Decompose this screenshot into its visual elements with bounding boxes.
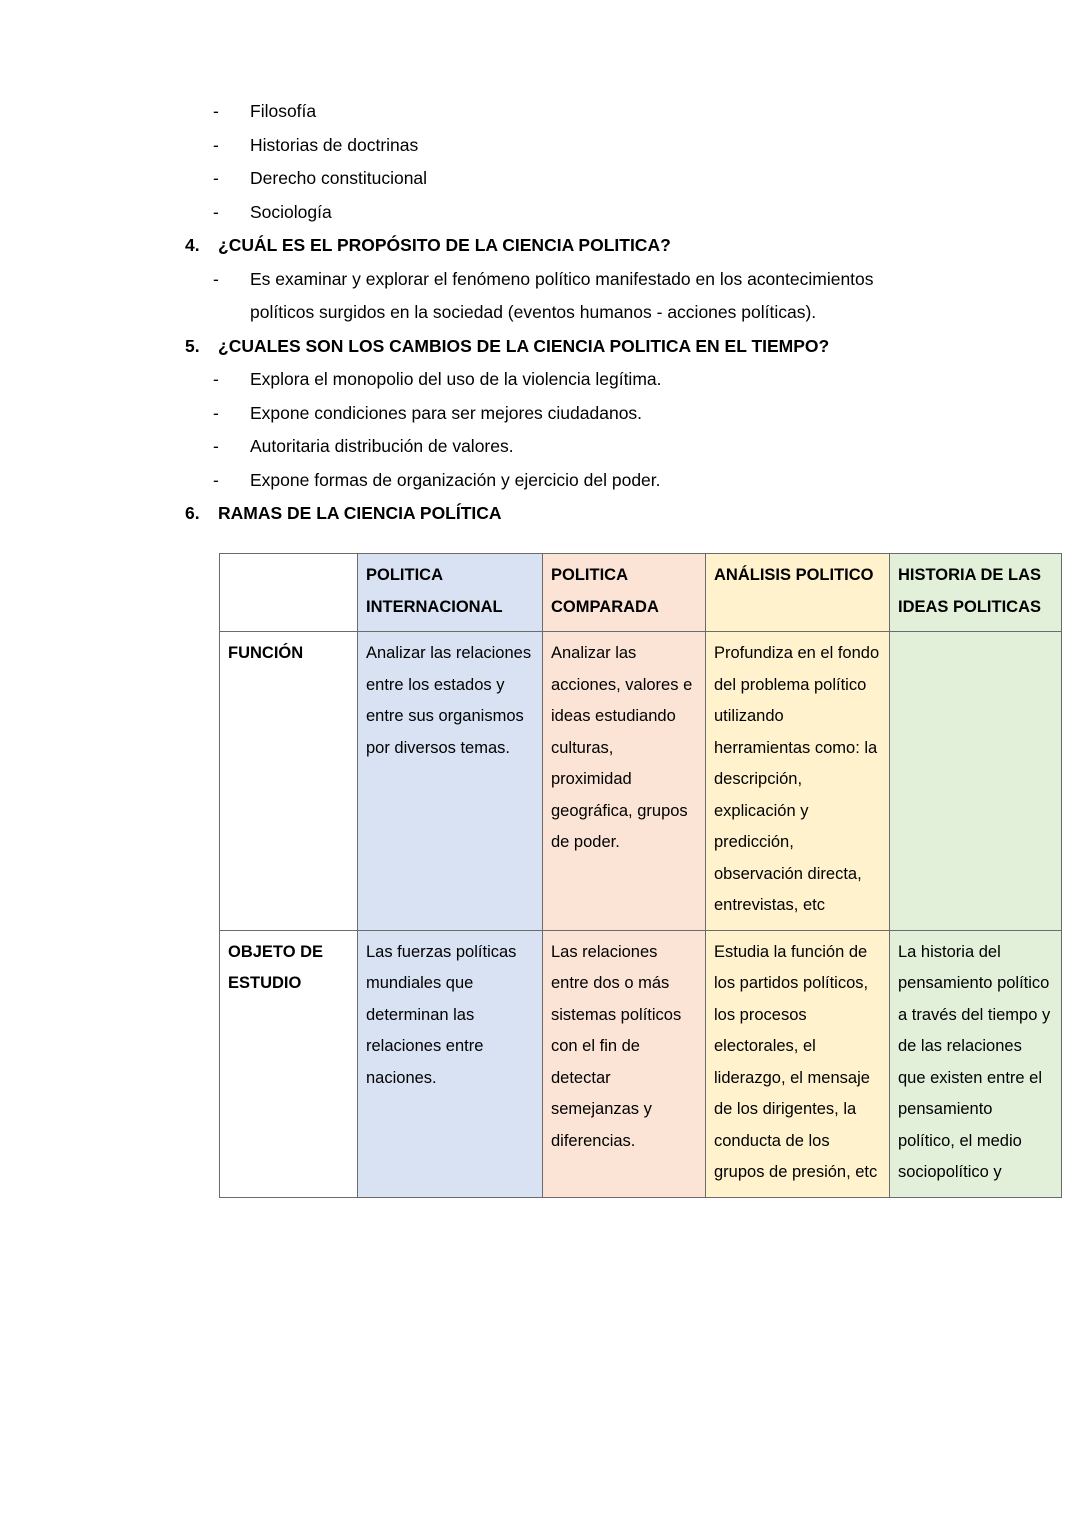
list-number: 4. bbox=[185, 235, 200, 255]
heading-label: ¿CUALES SON LOS CAMBIOS DE LA CIENCIA POLITICA EN EL TIEMPO? bbox=[218, 335, 830, 356]
list-item bbox=[0, 129, 1080, 163]
list-item-label: Es examinar y explorar el fenómeno político manifestado en los acontecimientos políticos surgidos en la sociedad (eventos humanos - acciones políticas). bbox=[250, 268, 874, 322]
bullet-marker: - bbox=[213, 369, 219, 389]
numbered-heading-6 bbox=[0, 497, 1080, 531]
heading-label: RAMAS DE LA CIENCIA POLÍTICA bbox=[218, 503, 502, 523]
ramas-table bbox=[219, 553, 1062, 1198]
list-number: 5. bbox=[185, 335, 200, 356]
list-item-label: Historias de doctrinas bbox=[250, 134, 419, 155]
row-header-funcion: FUNCIÓN bbox=[220, 632, 358, 931]
table-corner-cell bbox=[220, 554, 358, 632]
table-row bbox=[220, 930, 1062, 1197]
list-item-label: Autoritaria distribución de valores. bbox=[250, 436, 514, 456]
column-header-analisis-politico: ANÁLISIS POLITICO bbox=[706, 554, 890, 632]
heading-label: ¿CUÁL ES EL PROPÓSITO DE LA CIENCIA POLITICA? bbox=[218, 235, 671, 255]
list-number: 6. bbox=[185, 503, 200, 523]
column-header-politica-comparada: POLITICA COMPARADA bbox=[543, 554, 706, 632]
row-header-objeto-de-estudio: OBJETO DE ESTUDIO bbox=[220, 930, 358, 1197]
list-item bbox=[0, 363, 1080, 397]
list-item bbox=[0, 162, 1080, 196]
list-item bbox=[0, 464, 1080, 498]
cell-objeto-analisis-politico: Estudia la función de los partidos políticos, los procesos electorales, el liderazgo, el mensaje de los dirigentes, la conducta de los grupos de presión, etc bbox=[706, 930, 890, 1197]
list-item bbox=[0, 263, 910, 330]
list-item bbox=[0, 95, 1080, 129]
outline-list bbox=[0, 95, 1080, 531]
table-row bbox=[220, 632, 1062, 931]
list-item-label: Expone formas de organización y ejercicio del poder. bbox=[250, 469, 661, 490]
bullet-marker: - bbox=[213, 436, 219, 456]
list-item-label: Explora el monopolio del uso de la violencia legítima. bbox=[250, 369, 662, 389]
numbered-heading-5 bbox=[0, 330, 1080, 364]
list-item-label: Filosofía bbox=[250, 101, 317, 121]
bullet-marker: - bbox=[213, 201, 219, 222]
list-item bbox=[0, 397, 1080, 431]
cell-funcion-analisis-politico: Profundiza en el fondo del problema político utilizando herramientas como: la descripción, explicación y predicción, observación directa, entrevistas, etc bbox=[706, 632, 890, 931]
bullet-marker: - bbox=[213, 168, 219, 188]
cell-funcion-politica-internacional: Analizar las relaciones entre los estados y entre sus organismos por diversos temas. bbox=[358, 632, 543, 931]
bullet-marker: - bbox=[213, 469, 219, 490]
list-item-label: Expone condiciones para ser mejores ciudadanos. bbox=[250, 402, 643, 423]
cell-funcion-politica-comparada: Analizar las acciones, valores e ideas estudiando culturas, proximidad geográfica, grupos de poder. bbox=[543, 632, 706, 931]
list-item-label: Derecho constitucional bbox=[250, 168, 428, 188]
bullet-marker: - bbox=[213, 402, 219, 423]
list-item bbox=[0, 430, 1080, 464]
cell-objeto-historia-ideas-politicas: La historia del pensamiento político a través del tiempo y de las relaciones que existen entre el pensamiento político, el medio sociopolítico y bbox=[890, 930, 1062, 1197]
bullet-marker: - bbox=[213, 134, 219, 155]
column-header-politica-internacional: POLITICA INTERNACIONAL bbox=[358, 554, 543, 632]
cell-objeto-politica-internacional: Las fuerzas políticas mundiales que determinan las relaciones entre naciones. bbox=[358, 930, 543, 1197]
table-header-row bbox=[220, 554, 1062, 632]
cell-funcion-historia-ideas-politicas bbox=[890, 632, 1062, 931]
list-item-label: Sociología bbox=[250, 201, 332, 222]
bullet-marker: - bbox=[213, 101, 219, 121]
bullet-marker: - bbox=[213, 268, 219, 289]
numbered-heading-4 bbox=[0, 229, 1080, 263]
column-header-historia-ideas-politicas: HISTORIA DE LAS IDEAS POLITICAS bbox=[890, 554, 1062, 632]
list-item bbox=[0, 196, 1080, 230]
ramas-table-container bbox=[219, 553, 1051, 1198]
cell-objeto-politica-comparada: Las relaciones entre dos o más sistemas políticos con el fin de detectar semejanzas y diferencias. bbox=[543, 930, 706, 1197]
